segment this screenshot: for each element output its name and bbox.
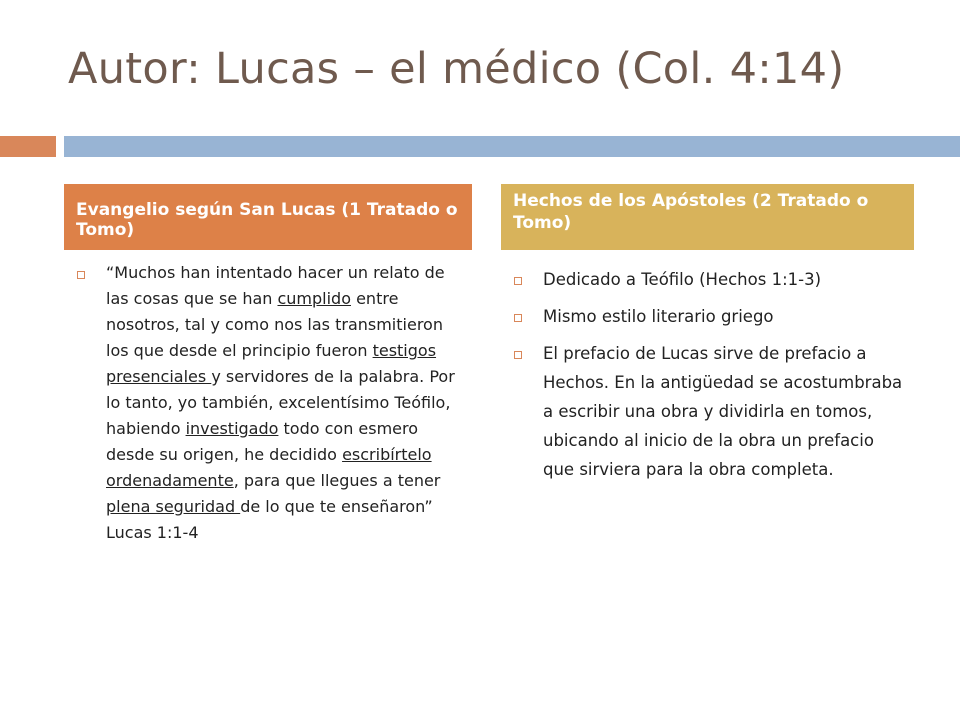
square-bullet-icon xyxy=(514,351,522,359)
quote-underlined-cumplido: cumplido xyxy=(277,289,351,308)
list-item xyxy=(505,302,905,331)
list-item-text: Mismo estilo literario griego xyxy=(543,307,774,326)
right-bullet-list xyxy=(505,265,905,492)
quote-text-1: “Muchos han intentado hacer un relato de las cosas que se han xyxy=(106,263,445,308)
quote-underlined-plena-seguridad: plena seguridad xyxy=(106,497,241,516)
quote-underlined-escribirtelo: escribírtelo ordenadamente xyxy=(106,445,432,490)
list-item xyxy=(505,265,905,294)
quote-text-5: , para que llegues a tener xyxy=(233,471,441,490)
quote-text-4: todo con esmero desde su origen, he decidido xyxy=(106,419,419,464)
right-column-header: Hechos de los Apóstoles (2 Tratado o Tomo) xyxy=(501,184,914,250)
square-bullet-icon xyxy=(514,277,522,285)
quote-underlined-investigado: investigado xyxy=(185,419,279,438)
left-bullet-list xyxy=(68,260,470,546)
square-bullet-icon xyxy=(77,271,85,279)
list-item-quote xyxy=(68,260,470,546)
square-bullet-icon xyxy=(514,314,522,322)
quote-underlined-testigos: testigos presenciales xyxy=(106,341,437,386)
quote-text-2: entre nosotros, tal y como nos las transmitieron los que desde el principio fueron xyxy=(106,289,443,360)
slide-title: Autor: Lucas – el médico (Col. 4:14) xyxy=(68,44,845,94)
quote-text-6: de lo que te enseñaron” Lucas 1:1-4 xyxy=(106,497,433,542)
quote-text-3: y servidores de la palabra. Por lo tanto, yo también, excelentísimo Teófilo, habiendo xyxy=(106,367,455,438)
accent-bar-orange xyxy=(0,136,56,157)
list-item-text: El prefacio de Lucas sirve de prefacio a Hechos. En la antigüedad se acostumbraba a escribir una obra y dividirla en tomos, ubicando al inicio de la obra un prefacio que sirviera para la obra completa. xyxy=(543,344,903,479)
list-item xyxy=(505,339,905,484)
accent-bar-blue xyxy=(64,136,960,157)
list-item-text: Dedicado a Teófilo (Hechos 1:1-3) xyxy=(543,270,822,289)
left-column-header: Evangelio según San Lucas (1 Tratado o Tomo) xyxy=(64,184,472,250)
